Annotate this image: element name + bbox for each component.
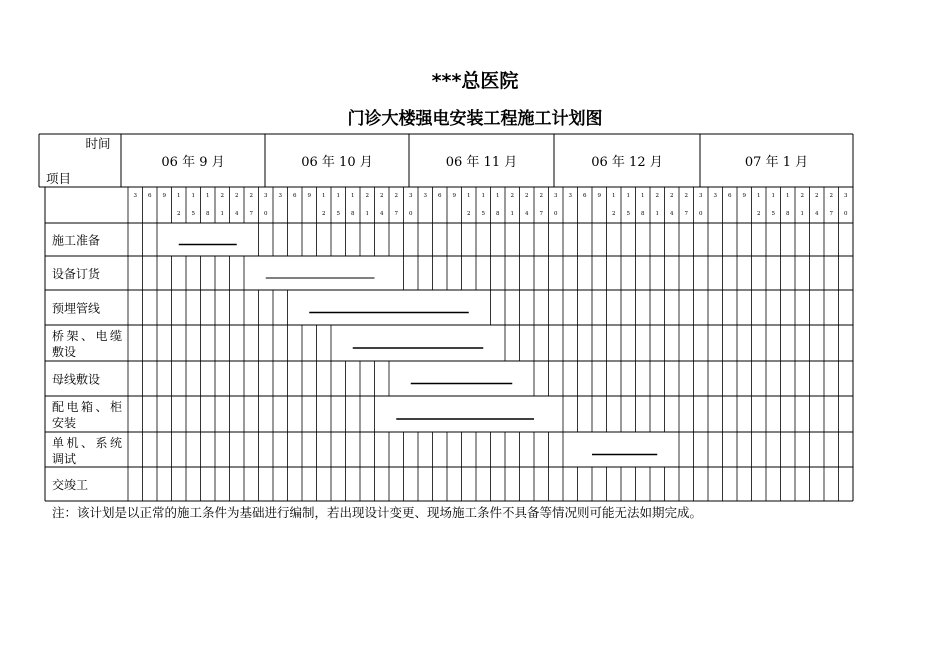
day-tick-label: 7 (394, 211, 398, 217)
day-tick-label: 3 (278, 193, 282, 199)
day-tick-label: 9 (307, 193, 311, 199)
day-tick-label: 2 (467, 211, 471, 217)
day-tick-label: 4 (670, 211, 674, 217)
day-tick-label: 8 (351, 211, 355, 217)
day-tick-label: 3 (133, 193, 137, 199)
day-tick-label: 8 (496, 211, 500, 217)
day-tick-label: 9 (597, 193, 601, 199)
day-tick-label: 1 (757, 193, 761, 199)
day-tick-label: 5 (481, 211, 485, 217)
day-tick-label: 3 (409, 193, 413, 199)
task-name: 调试 (52, 452, 77, 466)
task-name: 敷设 (52, 345, 77, 359)
day-tick-label: 3 (554, 193, 558, 199)
day-tick-label: 2 (177, 211, 181, 217)
day-tick-label: 1 (351, 193, 355, 199)
day-tick-label: 7 (249, 211, 253, 217)
day-tick-label: 1 (771, 193, 775, 199)
day-tick-label: 6 (438, 193, 442, 199)
day-tick-label: 7 (539, 211, 543, 217)
day-tick-label: 5 (191, 211, 195, 217)
day-tick-label: 3 (264, 193, 268, 199)
day-tick-label: 1 (191, 193, 195, 199)
footnote: 注：该计划是以正常的施工条件为基础进行编制，若出现设计变更、现场施工条件不具备等情况则可能无法如期完成。 (52, 505, 703, 520)
day-tick-label: 5 (336, 211, 340, 217)
task-name: 预埋管线 (52, 301, 101, 316)
corner-item-label: 项目 (46, 171, 72, 186)
day-tick-label: 9 (742, 193, 746, 199)
day-tick-label: 1 (467, 193, 471, 199)
task-name: 设备订货 (52, 267, 101, 281)
day-tick-label: 3 (844, 193, 848, 199)
day-tick-label: 0 (264, 211, 268, 217)
day-tick-label: 2 (380, 193, 384, 199)
day-tick-label: 0 (699, 211, 703, 217)
day-tick-label: 1 (336, 193, 340, 199)
day-tick-label: 9 (162, 193, 166, 199)
task-name: 配电箱、柜 (52, 400, 122, 414)
day-tick-label: 2 (612, 211, 616, 217)
day-tick-label: 2 (684, 193, 688, 199)
plan-title: 门诊大楼强电安装工程施工计划图 (347, 109, 603, 129)
day-tick-label: 5 (771, 211, 775, 217)
day-tick-label: 0 (844, 211, 848, 217)
day-tick-label: 2 (670, 193, 674, 199)
day-tick-label: 2 (800, 193, 804, 199)
day-tick-label: 1 (786, 193, 790, 199)
day-tick-label: 2 (322, 211, 326, 217)
day-tick-label: 6 (148, 193, 152, 199)
day-tick-label: 1 (177, 193, 181, 199)
day-tick-label: 2 (539, 193, 543, 199)
day-tick-label: 1 (220, 211, 224, 217)
day-tick-label: 5 (626, 211, 630, 217)
hospital-title: ***总医院 (431, 70, 519, 92)
task-name: 安装 (52, 416, 77, 430)
month-label: 06 年 9 月 (161, 155, 225, 170)
day-tick-label: 8 (641, 211, 645, 217)
day-tick-label: 1 (641, 193, 645, 199)
day-tick-label: 3 (713, 193, 717, 199)
day-tick-label: 6 (293, 193, 297, 199)
day-tick-label: 2 (249, 193, 253, 199)
day-tick-label: 1 (510, 211, 514, 217)
task-name: 交竣工 (52, 478, 89, 492)
day-tick-label: 9 (452, 193, 456, 199)
day-tick-label: 1 (612, 193, 616, 199)
task-name: 桥架、电缆 (52, 329, 122, 343)
day-tick-label: 1 (626, 193, 630, 199)
month-label: 07 年 1 月 (744, 155, 809, 170)
day-tick-label: 0 (409, 211, 413, 217)
day-tick-label: 8 (206, 211, 210, 217)
corner-time-label: 时间 (85, 136, 111, 151)
day-tick-label: 2 (235, 193, 239, 199)
day-tick-label: 3 (423, 193, 427, 199)
day-tick-label: 2 (394, 193, 398, 199)
day-tick-label: 1 (800, 211, 804, 217)
task-name: 母线敷设 (52, 372, 101, 387)
day-tick-label: 8 (786, 211, 790, 217)
day-tick-label: 3 (699, 193, 703, 199)
month-label: 06 年 12 月 (591, 155, 663, 170)
day-tick-label: 3 (568, 193, 572, 199)
day-tick-label: 1 (655, 211, 659, 217)
day-tick-label: 1 (365, 211, 369, 217)
day-tick-label: 2 (757, 211, 761, 217)
day-tick-label: 4 (815, 211, 819, 217)
day-tick-label: 1 (322, 193, 326, 199)
day-tick-label: 2 (220, 193, 224, 199)
day-tick-label: 4 (380, 211, 384, 217)
day-tick-label: 2 (365, 193, 369, 199)
day-tick-label: 2 (815, 193, 819, 199)
day-tick-label: 6 (583, 193, 587, 199)
task-name: 施工准备 (52, 233, 101, 248)
task-name: 单机、系统 (52, 436, 122, 450)
day-tick-label: 4 (525, 211, 529, 217)
day-tick-label: 4 (235, 211, 239, 217)
day-tick-label: 2 (655, 193, 659, 199)
day-tick-label: 2 (525, 193, 529, 199)
day-tick-label: 1 (481, 193, 485, 199)
day-tick-label: 2 (829, 193, 833, 199)
day-tick-label: 2 (510, 193, 514, 199)
day-tick-label: 7 (829, 211, 833, 217)
day-tick-label: 0 (554, 211, 558, 217)
month-label: 06 年 10 月 (301, 155, 373, 170)
day-tick-label: 1 (206, 193, 210, 199)
day-tick-label: 6 (728, 193, 732, 199)
month-label: 06 年 11 月 (445, 155, 518, 170)
day-tick-label: 7 (684, 211, 688, 217)
day-tick-label: 1 (496, 193, 500, 199)
